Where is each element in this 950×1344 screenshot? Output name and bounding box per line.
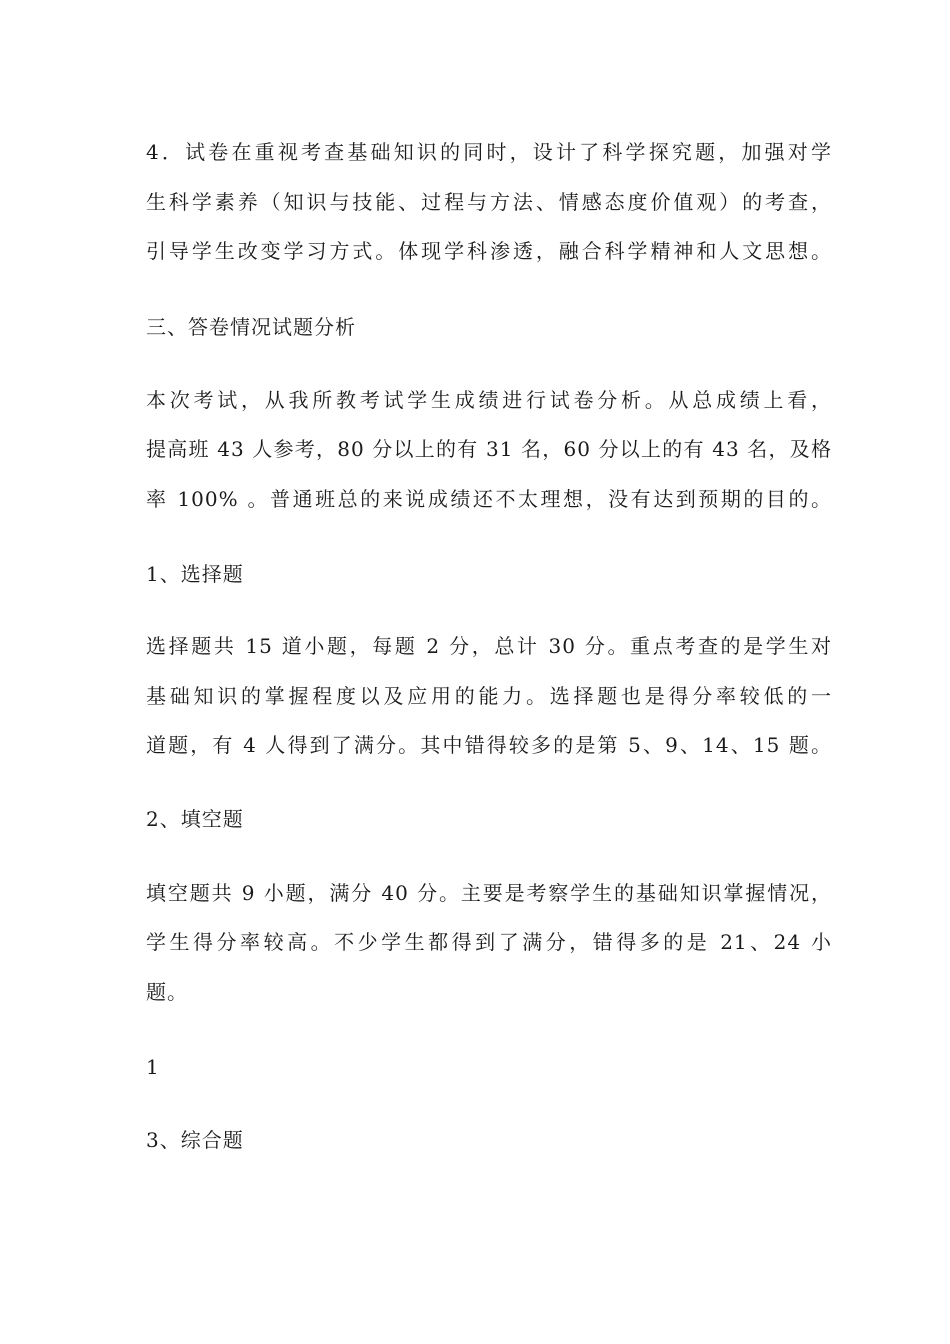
fill-blank-paragraph-line-2: 学生得分率较高。不少学生都得到了满分，错得多的是 21、24 小 bbox=[146, 930, 832, 954]
fill-blank-paragraph-line-1: 填空题共 9 小题，满分 40 分。主要是考察学生的基础知识掌握情况， bbox=[146, 881, 832, 905]
subheading-fill-blank: 2、填空题 bbox=[146, 807, 244, 831]
choice-paragraph-line-1: 选择题共 15 道小题，每题 2 分，总计 30 分。重点考查的是学生对 bbox=[146, 634, 832, 658]
fill-blank-paragraph-line-3: 题。 bbox=[146, 980, 188, 1004]
page-number: 1 bbox=[146, 1055, 160, 1079]
analysis-paragraph-line-3: 率 100% 。普通班总的来说成绩还不太理想，没有达到预期的目的。 bbox=[146, 487, 832, 511]
analysis-paragraph-line-1: 本次考试，从我所教考试学生成绩进行试卷分析。从总成绩上看， bbox=[146, 388, 832, 412]
subheading-comprehensive: 3、综合题 bbox=[146, 1128, 244, 1152]
section-heading-3: 三、答卷情况试题分析 bbox=[146, 315, 356, 339]
subheading-choice-questions: 1、选择题 bbox=[146, 562, 244, 586]
paragraph-4-line-1: 4．试卷在重视考查基础知识的同时，设计了科学探究题，加强对学 bbox=[146, 140, 832, 164]
paragraph-4-line-2: 生科学素养（知识与技能、过程与方法、情感态度价值观）的考查， bbox=[146, 190, 832, 214]
choice-paragraph-line-3: 道题，有 4 人得到了满分。其中错得较多的是第 5、9、14、15 题。 bbox=[146, 733, 832, 757]
choice-paragraph-line-2: 基础知识的掌握程度以及应用的能力。选择题也是得分率较低的一 bbox=[146, 684, 832, 708]
analysis-paragraph-line-2: 提高班 43 人参考，80 分以上的有 31 名，60 分以上的有 43 名，及格 bbox=[146, 437, 832, 461]
paragraph-4-line-3: 引导学生改变学习方式。体现学科渗透，融合科学精神和人文思想。 bbox=[146, 239, 832, 263]
